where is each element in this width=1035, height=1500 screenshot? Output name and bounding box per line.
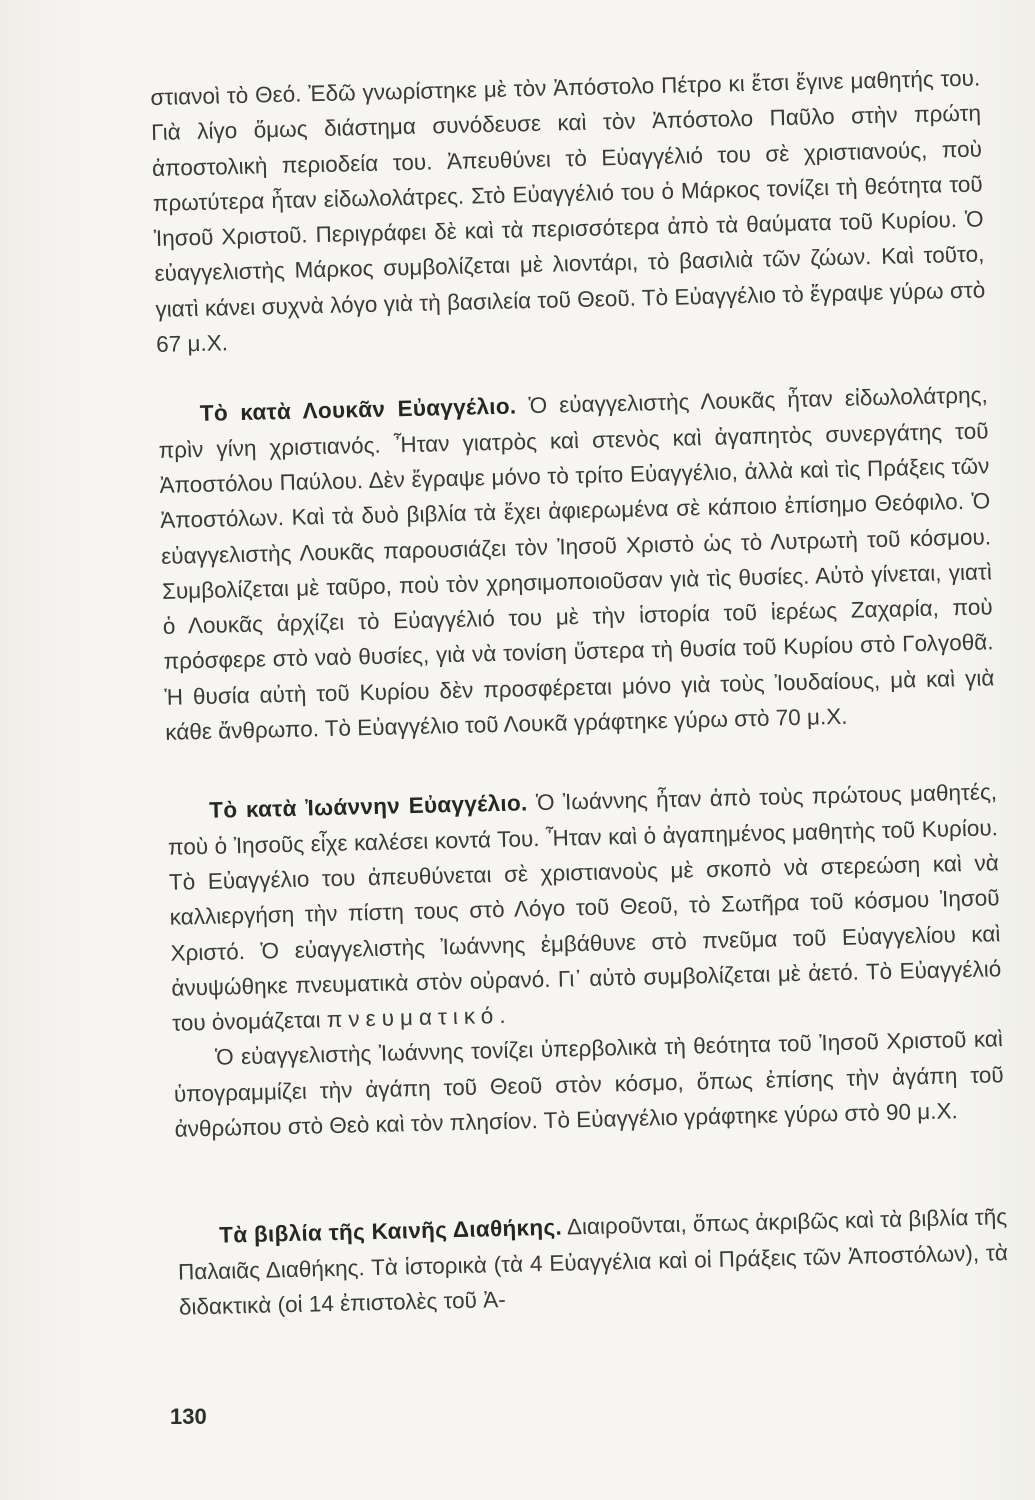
page-text bbox=[150, 60, 1009, 1324]
page-number: 130 bbox=[170, 1404, 207, 1429]
paragraph-john-second bbox=[173, 1022, 1005, 1147]
john-heading: Τὸ κατὰ Ἰωάννην Εὐαγγέλιο. bbox=[208, 790, 528, 824]
luke-heading: Τὸ κατὰ Λουκᾶν Εὐαγγέλιο. bbox=[199, 393, 517, 427]
john-second-text: Ὁ εὐαγγελιστὴς Ἰωάννης τονίζει ὑπερβολικὰ τὴ θεότητα τοῦ Ἰησοῦ Χριστοῦ καὶ ὑπογραμμίζει τὴν ἀγάπη τοῦ Θεοῦ στὸν κόσμο, ὅπως ἐπίσης τὴν ἀγάπη τοῦ ἀνθρώπου στὸ Θεὸ καὶ τὸν πλησίον. Τὸ Εὐαγγέλιο γράφτηκε γύρω στὸ 90 μ.Χ. bbox=[173, 1026, 1004, 1142]
paragraph-luke-gospel bbox=[157, 378, 995, 750]
paragraph-new-testament-books bbox=[177, 1199, 1009, 1324]
nt-heading: Τὰ βιβλία τῆς Καινῆς Διαθήκης. bbox=[218, 1214, 563, 1248]
john-spaced-word: πνευματικό. bbox=[326, 1002, 512, 1033]
john-paragraph-text: Ὁ Ἰωάννης ἦταν ἀπὸ τοὺς πρώτους μαθητές, ποὺ ὁ Ἰησοῦς εἶχε καλέσει κοντά Του. Ἦταν καὶ ὁ ἀγαπημένος μαθητὴς τοῦ Κυρίου. Τὸ Εὐαγγέλιο του ἀπευθύνεται σὲ χριστιανοὺς μὲ σκοπὸ νὰ στερεώση καὶ νὰ καλλιεργήση τὴν πίστη τους στὸ Λόγο τοῦ Θεοῦ, τὸ Σωτῆρα τοῦ κόσμου Ἰησοῦ Χριστό. Ὁ εὐαγγελιστὴς Ἰωάννης ἐμβάθυνε στὸ πνεῦμα τοῦ Εὐαγγελίου καὶ ἀνυψώθηκε πνευματικὰ στὸν οὐρανό. Γι᾽ αὐτὸ συμβολίζεται μὲ ἀετό. Τὸ Εὐαγγέλιό του ὀνομάζεται bbox=[167, 779, 1002, 1036]
mark-paragraph-text: στιανοὶ τὸ Θεό. Ἐδῶ γνωρίστηκε μὲ τὸν Ἀπόστολο Πέτρο κι ἔτσι ἔγινε μαθητής του. Γιὰ λίγο ὅμως διάστημα συνόδευσε καὶ τὸν Ἀπόστολο Παῦλο στὴν πρώτη ἀποστολικὴ περιοδεία του. Ἀπευθύνει τὸ Εὐαγγέλιό του σὲ χριστιανούς, ποὺ πρωτύτερα ἦταν εἰδωλολάτρες. Στὸ Εὐαγγέλιό του ὁ Μάρκος τονίζει τὴ θεότητα τοῦ Ἰησοῦ Χριστοῦ. Περιγράφει δὲ καὶ τὰ περισσότερα ἀπὸ τὰ θαύματα τοῦ Κυρίου. Ὁ εὐαγγελιστὴς Μάρκος συμβολίζεται μὲ λιοντάρι, τὸ βασιλιὰ τῶν ζώων. Καὶ τοῦτο, γιατὶ κάνει συχνὰ λόγο γιὰ τὴ βασιλεία τοῦ Θεοῦ. Τὸ Εὐαγγέλιο τὸ ἔγραψε γύρω στὸ 67 μ.Χ. bbox=[150, 65, 986, 358]
luke-paragraph-text: Ὁ εὐαγγελιστὴς Λουκᾶς ἦταν εἰδωλολάτρης, πρὶν γίνη χριστιανός. Ἦταν γιατρὸς καὶ στενὸς καὶ ἀγαπητὸς συνεργάτης τοῦ Ἀποστόλου Παύλου. Δὲν ἔγραψε μόνο τὸ τρίτο Εὐαγγέλιο, ἀλλὰ καὶ τὶς Πράξεις τῶν Ἀποστόλων. Καὶ τὰ δυὸ βιβλία τὰ ἔχει ἀφιερωμένα σὲ κάποιο ἐπίσημο Θεόφιλο. Ὁ εὐαγγελιστὴς Λουκᾶς παρουσιάζει τὸν Ἰησοῦ Χριστὸ ὡς τὸ Λυτρωτὴ τοῦ κόσμου. Συμβολίζεται μὲ ταῦρο, ποὺ τὸν χρησιμοποιοῦσαν γιὰ τὶς θυσίες. Αὐτὸ γίνεται, γιατὶ ὁ Λουκᾶς ἀρχίζει τὸ Εὐαγγέλιό του μὲ τὴν ἱστορία τοῦ ἱερέως Ζαχαρία, ποὺ πρόσφερε στὸ ναὸ θυσίες, γιὰ νὰ τονίση ὕστερα τὴ θυσία τοῦ Κυρίου στὸ Γολγοθᾶ. Ἡ θυσία αὐτὴ τοῦ Κυρίου δὲν προσφέρεται μόνο γιὰ τοὺς Ἰουδαίους, μὰ καὶ γιὰ κάθε ἄνθρωπο. Τὸ Εὐαγγέλιο τοῦ Λουκᾶ γράφτηκε γύρω στὸ 70 μ.Χ. bbox=[158, 382, 995, 745]
paragraph-mark-gospel bbox=[150, 60, 986, 362]
nt-paragraph-text: Διαιροῦνται, ὅπως ἀκριβῶς καὶ τὰ βιβλία τῆς Παλαιᾶς Διαθήκης. Τὰ ἱστορικὰ (τὰ 4 Εὐαγγέλια καὶ οἱ Πράξεις τῶν Ἀποστόλων), τὰ διδακτικὰ (οἱ 14 ἐπιστολὲς τοῦ Ἀ- bbox=[177, 1204, 1009, 1320]
paragraph-john-gospel bbox=[167, 775, 1003, 1042]
